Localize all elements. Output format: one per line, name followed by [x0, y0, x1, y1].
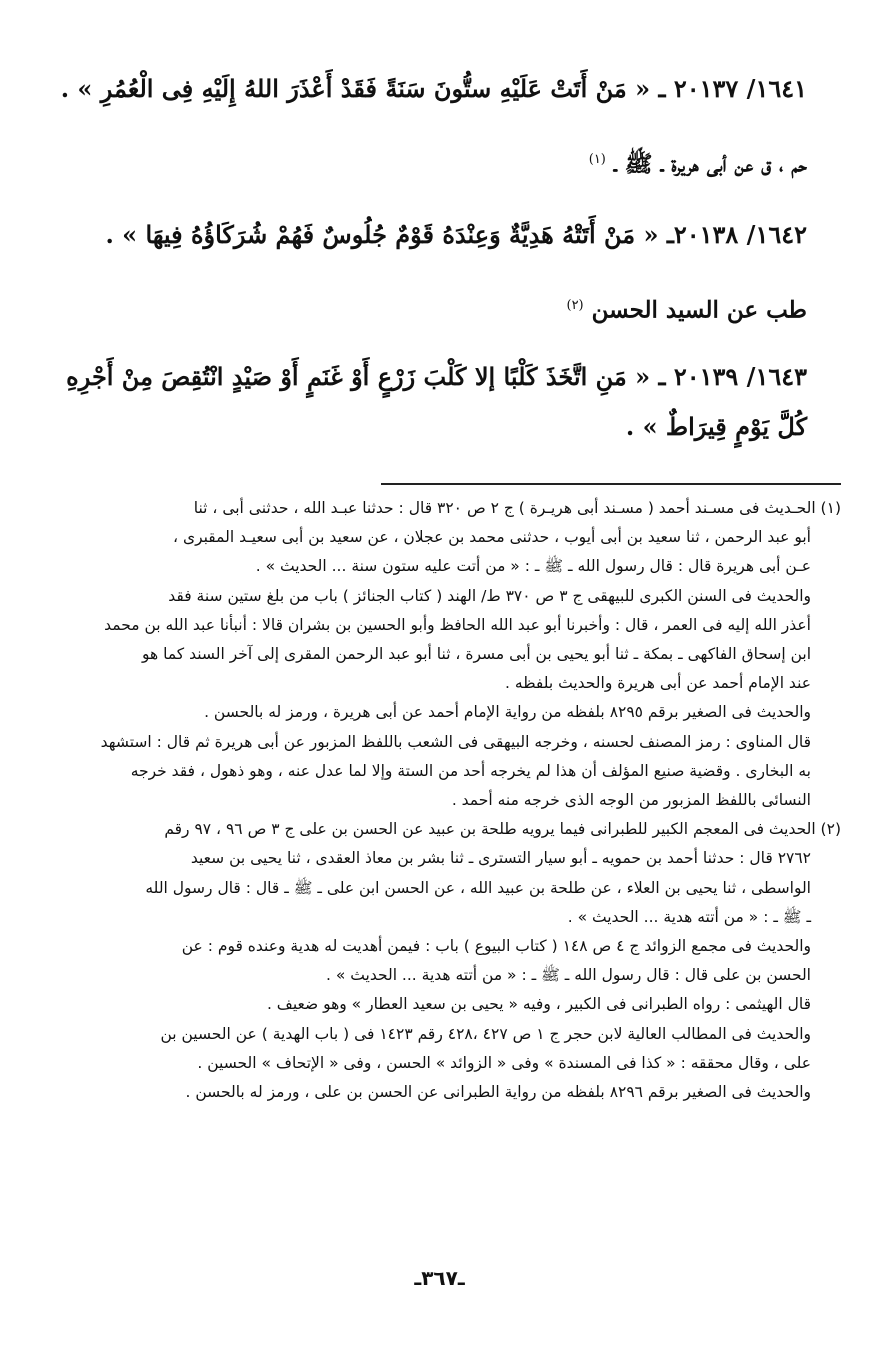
hadith-1641: ١٦٤١/ ٢٠١٣٧ ـ « مَنْ أَتَتْ عَلَيْهِ ستُّونَ سَنَةً فَقَدْ أَعْذَرَ اللهُ إِلَيْهِ فِى الْعُمُرِ » .	[60, 74, 807, 103]
footnote-line: قال المناوى : رمز المصنف لحسنه ، وخرجه البيهقى فى الشعب باللفظ المزبور عن أبى هريرة ثم قال : استشهد	[100, 732, 811, 751]
footnote-line: (٢) الحديث فى المعجم الكبير للطبرانى فيما يرويه طلحة بن عبيد عن الحسن بن على ج ٣ ص ٩٦ ، ٩٧ رقم	[164, 820, 841, 839]
footnote-line: الواسطى ، ثنا يحيى بن العلاء ، عن طلحة بن عبيد الله ، عن الحسن ابن على ـ ﷺ ـ قال : قال رسول الله	[145, 878, 811, 897]
source-1641-text: حم ، ق عن أبى هريرة ـ ﷺ ـ	[613, 150, 807, 178]
footnote-line: ـ ﷺ ـ : « من أتته هدية ... الحديث » .	[567, 907, 811, 926]
footnote-line: عـن أبى هريرة قال : قال رسول الله ـ ﷺ ـ : « من أتت عليه ستون سنة ... الحديث » .	[255, 557, 811, 576]
footnote-line: الحسن بن على قال : قال رسول الله ـ ﷺ ـ : « من أتته هدية ... الحديث » .	[326, 966, 811, 985]
footnote-ref-2: (٢)	[566, 298, 584, 313]
footnote-line: (١) الحـديث فى مسـند أحمد ( مسـند أبى هريـرة ) ج ٢ ص ٣٢٠ قال : حدثنا عبـد الله ، حدثنى أبى ، ثنا	[193, 499, 841, 517]
footnote-line: عند الإمام أحمد عن أبى هريرة والحديث بلفظه .	[505, 674, 811, 693]
footnote-line: النسائى باللفظ المزبور من الوجه الذى خرجه منه أحمد .	[451, 791, 811, 810]
footnote-line: والحديث فى الصغير برقم ٨٢٩٥ بلفظه من رواية الإمام أحمد عن أبى هريرة ، ورمز له بالحسن .	[204, 703, 811, 722]
footnote-line: ٢٧٦٢ قال : حدثنا أحمد بن حمويه ـ أبو سيار التسترى ـ ثنا بشر بن معاذ العقدى ، ثنا يحيى بن سعيد	[190, 849, 811, 868]
source-1642-text: طب عن السيد الحسن	[591, 296, 807, 324]
source-1642	[37, 286, 807, 331]
footnote-line: والحديث فى الصغير برقم ٨٢٩٦ بلفظه من رواية الطبرانى عن الحسن بن على ، ورمز له بالحسن .	[185, 1083, 811, 1102]
footnote-ref-1: (١)	[588, 152, 606, 167]
footnote-line: والحديث فى مجمع الزوائد ج ٤ ص ١٤٨ ( كتاب البيوع ) باب : فيمن أهديت له هدية وعنده قوم : عن	[181, 937, 811, 956]
source-1641	[37, 140, 807, 185]
footnote-line: والحديث فى السنن الكبرى للبيهقى ج ٣ ص ٣٧٠ ط/ الهند ( كتاب الجنائز ) باب من بلغ ستين سنة فقد	[168, 586, 811, 605]
hadith-1643-line-1: ١٦٤٣/ ٢٠١٣٩ ـ « مَنِ اتَّخَذَ كَلْبًا إلا كَلْبَ زَرْعٍ أَوْ غَنَمٍ أَوْ صَيْدٍ انْتُقِصَ مِنْ أَجْرِهِ	[66, 362, 807, 391]
footnote-2	[33, 815, 841, 1107]
footnote-divider	[381, 483, 841, 485]
footnote-line: به البخارى . وقضية صنيع المؤلف أن هذا لم يخرجه أحد من الستة وإلا لما عدل عنه ، وهو ذهول ، فقد خرجه	[130, 761, 811, 780]
hadith-1643-line-2: كُلَّ يَوْمٍ قِيرَاطٌ » .	[625, 412, 807, 441]
page-number: ـ٣٦٧ـ	[414, 1266, 465, 1290]
footnote-line: أعذر الله إليه فى العمر ، قال : وأخبرنا أبو عبد الله الحافظ وأبو الحسين بن بشران قالا : أنبأنا عبد الله بن محمد	[104, 615, 811, 634]
footnote-1	[33, 494, 841, 815]
hadith-1642: ١٦٤٢/ ٢٠١٣٨ـ « مَنْ أَتَتْهُ هَدِيَّةٌ وَعِنْدَهُ قَوْمٌ جُلُوسٌ فَهُمْ شُرَكَاؤُهُ فِيهَا » .	[105, 220, 807, 249]
footnote-line: ابن إسحاق الفاكهى ـ بمكة ـ ثنا أبو يحيى بن أبى مسرة ، ثنا أبو عبد الرحمن المقرى إلى آخر السند كما هو	[142, 645, 811, 664]
footnote-line: والحديث فى المطالب العالية لابن حجر ج ١ ص ٤٢٧ ،٤٢٨ رقم ١٤٢٣ فى ( باب الهدية ) عن الحسين بن	[160, 1024, 811, 1043]
footnote-line: أبو عبد الرحمن ، ثنا سعيد بن أبى أيوب ، حدثنى محمد بن عجلان ، عن سعيد بن أبى سعيـد المقبرى ،	[173, 528, 811, 547]
footnotes	[33, 494, 841, 1107]
footnote-line: على ، وقال محققه : « كذا فى المسندة » وفى « الزوائد » الحسن ، وفى « الإتحاف » الحسين .	[197, 1053, 811, 1072]
footnote-line: قال الهيثمى : رواه الطبرانى فى الكبير ، وفيه « يحيى بن سعيد العطار » وهو ضعيف .	[266, 995, 811, 1014]
